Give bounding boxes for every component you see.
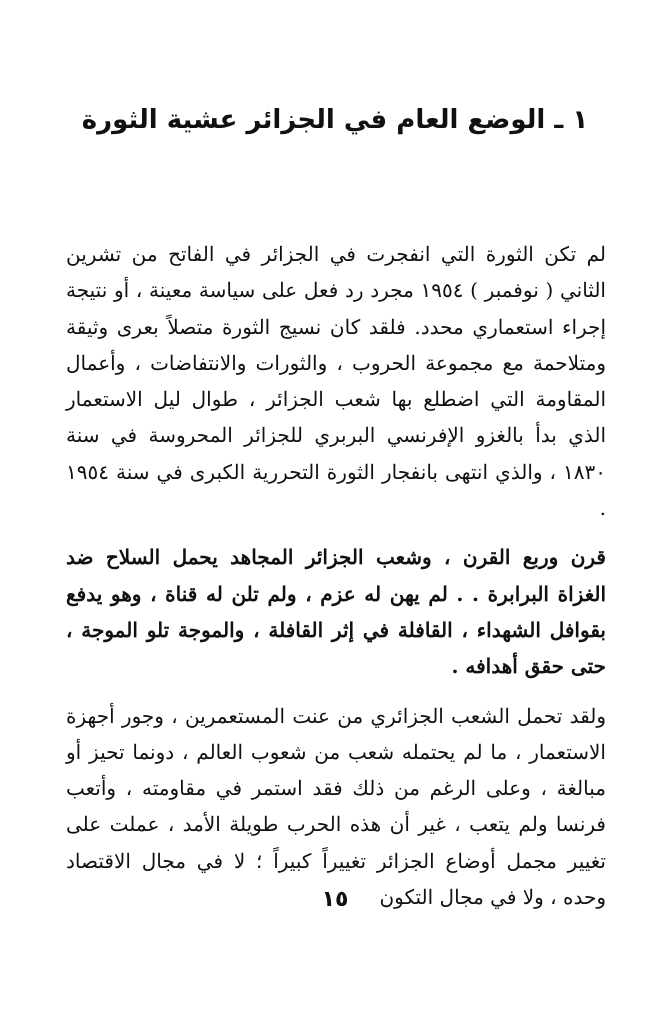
page-number: ١٥ xyxy=(321,887,349,912)
paragraph-1: لم تكن الثورة التي انفجرت في الجزائر في الفاتح من تشرين الثاني ( نوفمبر ) ١٩٥٤ مجرد رد فعل على سياسة معينة ، أو نتيجة إجراء استعماري محدد. فلقد كان نسيج الثورة متصلاً بعرى وثيقة ومتلاحمة مع مجموعة الحروب ، والثورات والانتفاضات ، وأعمال المقاومة التي اضطلع بها شعب الجزائر ، طوال ليل الاستعمار الذي بدأ بالغزو الإفرنسي البربري للجزائر المحروسة في سنة ١٨٣٠ ، والذي انتهى بانفجار الثورة التحررية الكبرى في سنة ١٩٥٤ . xyxy=(66,242,606,521)
body-text xyxy=(66,236,606,915)
paragraph-2: قرن وربع القرن ، وشعب الجزائر المجاهد يحمل السلاح ضد الغزاة البرابرة . . لم يهن له عزم ، ولم تلن له قناة ، وهو يدفع بقوافل الشهداء ، القافلة في إثر القافلة ، والموجة تلو الموجة ، حتى حقق أهدافه . xyxy=(66,545,606,679)
chapter-title: ١ ـ الوضع العام في الجزائر عشية الثورة xyxy=(81,105,589,135)
paragraph-3: ولقد تحمل الشعب الجزائري من عنت المستعمرين ، وجور أجهزة الاستعمار ، ما لم يحتمله شعب من شعوب العالم ، دونما تحيز أو مبالغة ، وعلى الرغم من ذلك فقد استمر في مقاومته ، وأتعب فرنسا ولم يتعب ، غير أن هذه الحرب طويلة الأمد ، عملت على تغيير مجمل أوضاع الجزائر تغييراً كبيراً ؛ لا في مجال الاقتصاد وحده ، ولا في مجال التكون xyxy=(66,703,606,910)
